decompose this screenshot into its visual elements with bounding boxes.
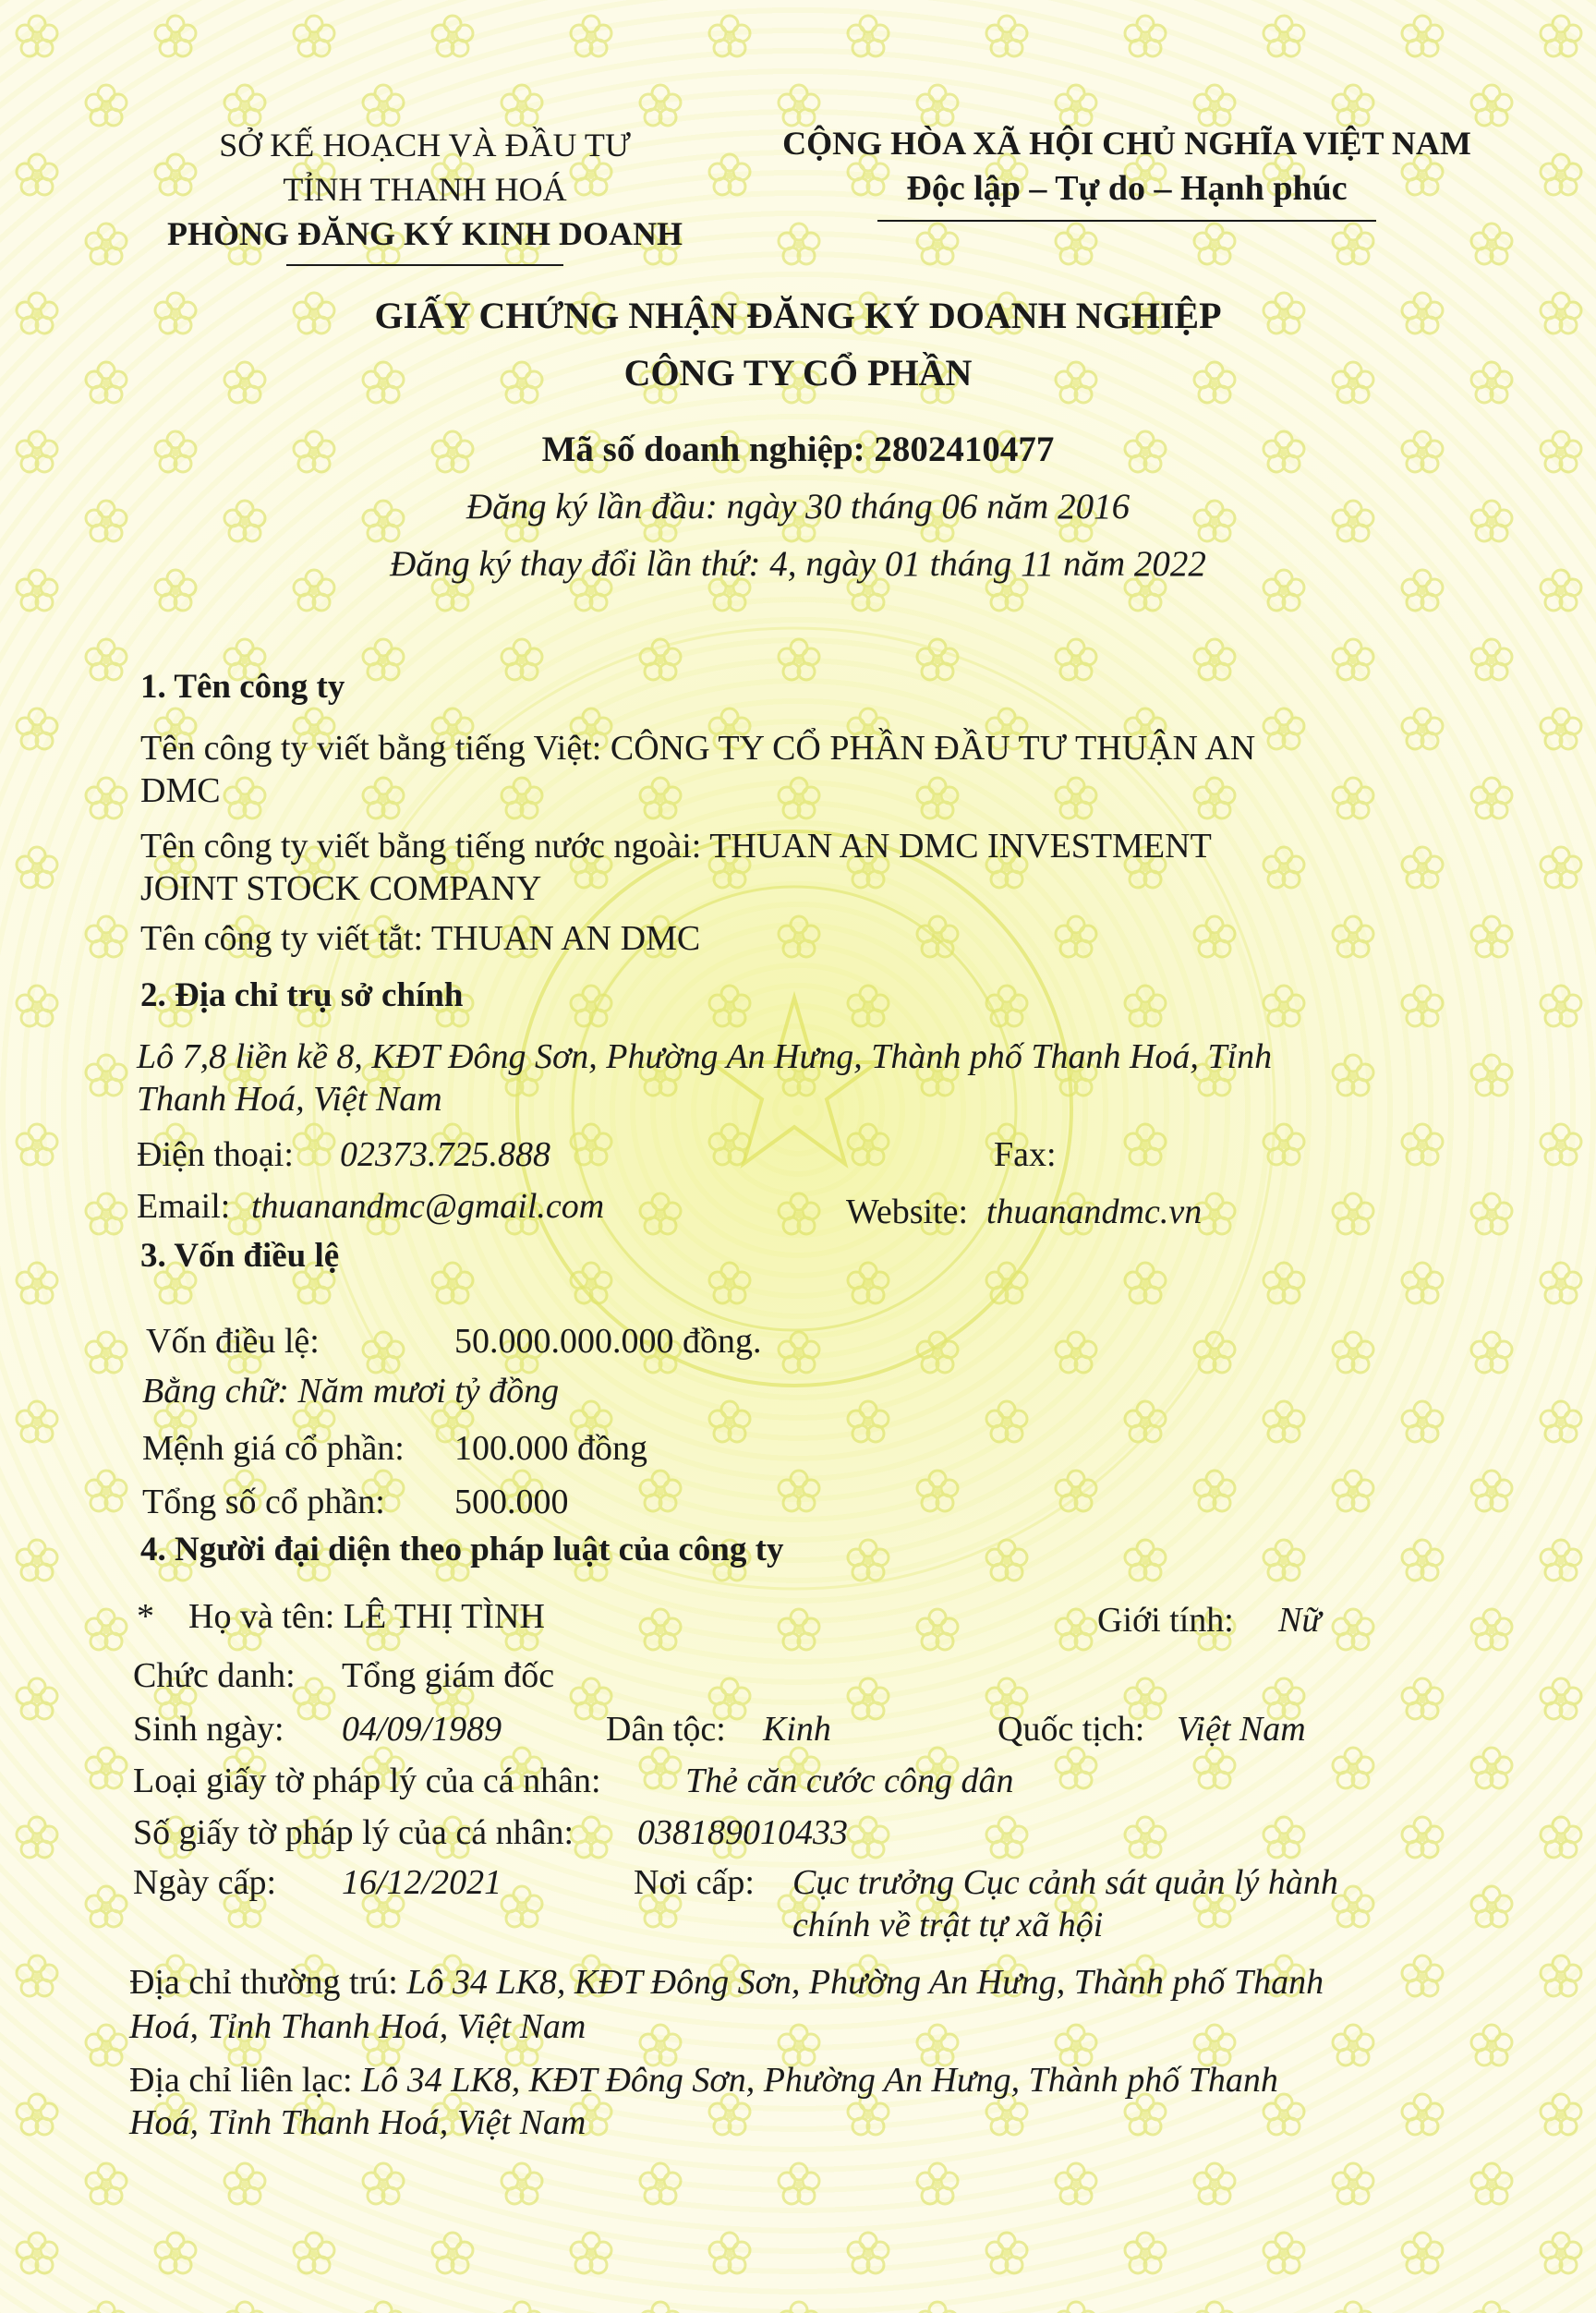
charter-capital-label: Vốn điều lệ: [146,1322,320,1361]
company-name-viet-label: Tên công ty viết bằng tiếng Việt: [140,729,602,768]
rep-name-label: Họ và tên: [188,1597,335,1636]
company-name-foreign-label: Tên công ty viết bằng tiếng nước ngoài: [140,827,702,866]
rep-issue-place-label: Nơi cấp: [634,1863,755,1902]
rep-contact-address-value: Lô 34 LK8, KĐT Đông Sơn, Phường An Hưng, Thành phố Thanh [361,2061,1278,2100]
website-value: thuanandmc.vn [986,1193,1203,1231]
company-name-short [140,918,700,959]
rep-title-label: Chức danh: [133,1656,296,1695]
phone-label: Điện thoại: [137,1135,294,1174]
company-name-short-label: Tên công ty viết tắt: [140,919,424,958]
rep-issue-date-value: 16/12/2021 [342,1863,502,1902]
company-name-short-value: THUAN AN DMC [430,919,701,958]
enterprise-code [0,429,1596,470]
company-type: CÔNG TY CỔ PHẦN [623,352,973,394]
rep-idno-label: Số giấy tờ pháp lý của cá nhân: [133,1813,574,1852]
email-label: Email: [137,1187,231,1226]
section1-heading: 1. Tên công ty [140,668,345,706]
rep-issue-date-label: Ngày cấp: [133,1863,277,1902]
rep-idtype-label: Loại giấy tờ pháp lý của cá nhân: [133,1762,601,1800]
rep-gender-value: Nữ [1278,1601,1322,1640]
rep-dob-value: 04/09/1989 [342,1710,502,1749]
rep-permanent-address-label: Địa chỉ thường trú: [129,1963,398,2002]
agency-underline [286,264,563,266]
company-name-foreign [140,826,1212,866]
head-office-address-cont: Thanh Hoá, Việt Nam [137,1080,442,1119]
rep-issue-place-value: Cục trưởng Cục cảnh sát quản lý hành [792,1863,1338,1902]
rep-name [188,1596,545,1637]
company-name-foreign-cont: JOINT STOCK COMPANY [140,869,542,908]
company-name-viet-value: CÔNG TY CỔ PHẦN ĐẦU TƯ THUẬN AN [610,729,1256,768]
certificate-title: GIẤY CHỨNG NHẬN ĐĂNG KÝ DOANH NGHIỆP [374,295,1222,336]
rep-contact-address [129,2060,1278,2101]
country-name: CỘNG HÒA XÃ HỘI CHỦ NGHĨA VIỆT NAM [782,125,1471,162]
email-value: thuanandmc@gmail.com [251,1187,605,1226]
enterprise-code-label: Mã số doanh nghiệp: [541,430,865,469]
total-shares-label: Tổng số cổ phần: [142,1483,385,1521]
rep-nationality-value: Việt Nam [1177,1710,1306,1749]
first-registration: Đăng ký lần đầu: ngày 30 tháng 06 năm 2016 [466,487,1130,527]
fax-label: Fax: [994,1135,1057,1174]
section2-heading: 2. Địa chỉ trụ sở chính [140,976,464,1014]
par-value: 100.000 đồng [454,1429,647,1468]
change-registration: Đăng ký thay đổi lần thứ: 4, ngày 01 tháng 11 năm 2022 [390,544,1206,584]
rep-idtype-value: Thẻ căn cước công dân [685,1762,1014,1800]
rep-nationality-label: Quốc tịch: [998,1710,1145,1749]
agency-line3: PHÒNG ĐĂNG KÝ KINH DOANH [167,215,683,252]
rep-dob-label: Sinh ngày: [133,1710,284,1749]
company-name-viet [140,728,1255,769]
rep-ethnic-value: Kinh [763,1710,831,1749]
rep-gender-label: Giới tính: [1097,1601,1234,1640]
rep-permanent-address [129,1962,1324,2003]
capital-in-words: Bằng chữ: Năm mươi tỷ đồng [142,1372,560,1411]
rep-contact-address-cont: Hoá, Tỉnh Thanh Hoá, Việt Nam [129,2103,586,2142]
motto-underline [877,220,1376,222]
charter-capital-value: 50.000.000.000 đồng. [454,1322,762,1361]
rep-permanent-address-cont: Hoá, Tỉnh Thanh Hoá, Việt Nam [129,2007,586,2046]
rep-contact-address-label: Địa chỉ liên lạc: [129,2061,353,2100]
phone-value: 02373.725.888 [340,1135,550,1174]
rep-idno-value: 038189010433 [637,1813,848,1852]
rep-title-value: Tổng giám đốc [342,1656,555,1695]
par-value-label: Mệnh giá cổ phần: [142,1429,405,1468]
motto: Độc lập – Tự do – Hạnh phúc [906,169,1348,208]
bullet-marker: * [137,1597,154,1636]
company-name-viet-cont: DMC [140,771,221,810]
rep-permanent-address-value: Lô 34 LK8, KĐT Đông Sơn, Phường An Hưng, Thành phố Thanh [406,1963,1324,2002]
head-office-address: Lô 7,8 liền kề 8, KĐT Đông Sơn, Phường An Hưng, Thành phố Thanh Hoá, Tỉnh [137,1037,1273,1076]
rep-name-value: LÊ THỊ TÌNH [343,1597,545,1636]
agency-line1: SỞ KẾ HOẠCH VÀ ĐẦU TƯ [219,127,631,163]
enterprise-code-value: 2802410477 [874,430,1055,469]
agency-line2: TỈNH THANH HOÁ [283,171,567,208]
section4-heading: 4. Người đại diện theo pháp luật của công ty [140,1531,784,1568]
total-shares-value: 500.000 [454,1483,569,1521]
website-label: Website: [846,1193,969,1231]
rep-ethnic-label: Dân tộc: [606,1710,726,1749]
company-name-foreign-value: THUAN AN DMC INVESTMENT [709,827,1212,866]
section3-heading: 3. Vốn điều lệ [140,1237,340,1275]
rep-issue-place-value-cont: chính về trật tự xã hội [792,1906,1104,1944]
